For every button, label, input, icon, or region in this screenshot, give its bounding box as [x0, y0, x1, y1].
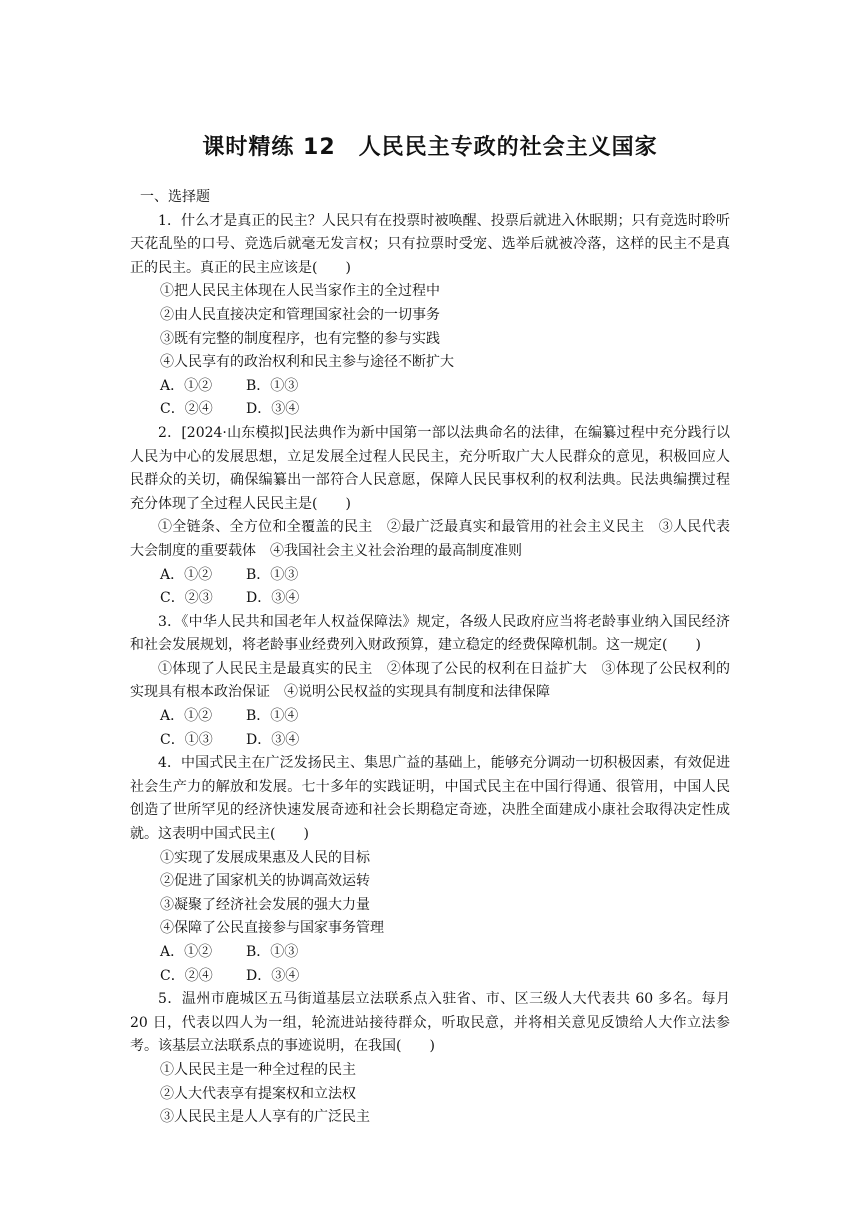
question-4-option-b: B．①③: [246, 944, 299, 960]
question-4-item-3: ③凝聚了经济社会发展的强大力量: [160, 896, 370, 913]
question-1-option-d: D．③④: [246, 401, 300, 418]
question-5-item-3: ③人民民主是人人享有的广泛民主: [160, 1109, 370, 1126]
question-5-item-1: ①人民民主是一种全过程的民主: [160, 1061, 356, 1078]
question-2-items: ①全链条、全方位和全覆盖的民主 ②最广泛最真实和最管用的社会主义民主 ③人民代表大会制度的重要载体 ④我国社会主义社会治理的最高制度准则: [130, 519, 730, 559]
question-2-stem: 2．[2024·山东模拟]民法典作为新中国第一部以法典命名的法律，在编纂过程中充分践行以人民为中心的发展思想，立足发展全过程人民民主，充分听取广大人民群众的意见，积极回应人民群众的关切，确保编纂出一部符合人民意愿，保障人民民事权利的权利法典。民法典编撰过程充分体现了全过程人民民主是( ): [130, 424, 730, 512]
question-4-item-2: ②促进了国家机关的协调高效运转: [160, 873, 370, 890]
question-3-options-row-1: [130, 705, 730, 729]
question-1-option-b: B．①③: [246, 377, 299, 394]
question-3-option-d: D．③④: [246, 731, 300, 748]
question-4-options-row-1: [130, 941, 730, 965]
question-1-options-row-1: [130, 375, 730, 399]
exercise-content: [130, 186, 730, 1130]
question-3-options-row-2: [130, 729, 730, 753]
question-2-option-d: D．③④: [246, 590, 300, 607]
question-1-item-2: ②由人民直接决定和管理国家社会的一切事务: [160, 306, 440, 323]
question-3-items: ①体现了人民民主是最真实的民主 ②体现了公民的权利在日益扩大 ③体现了公民权利的实现具有根本政治保证 ④说明公民权益的实现具有制度和法律保障: [130, 660, 730, 701]
question-2-option-c: C．②③: [160, 590, 213, 607]
question-4-stem: 4．中国式民主在广泛发扬民主、集思广益的基础上，能够充分调动一切积极因素，有效促进社会生产力的解放和发展。七十多年的实践证明，中国式民主在中国行得通、很管用，中国人民创造了世所罕见的经济快速发展奇迹和社会长期稳定奇迹，决胜全面建成小康社会取得决定性成就。这表明中国式民主( ): [130, 755, 730, 843]
question-3-option-b: B．①④: [246, 708, 299, 725]
question-4-option-c: C．②④: [160, 967, 213, 984]
question-1-item-1: ①把人民民主体现在人民当家作主的全过程中: [160, 283, 440, 300]
question-2-option-a: A．①②: [160, 566, 213, 583]
question-2-options-row-2: [130, 587, 730, 611]
question-3-option-c: C．①③: [160, 731, 213, 748]
question-2-options-row-1: [130, 564, 730, 588]
question-4-options-row-2: [130, 965, 730, 989]
page-title: 课时精练 12 人民民主专政的社会主义国家: [202, 135, 658, 160]
question-1-item-3: ③既有完整的制度程序，也有完整的参与实践: [160, 330, 440, 347]
question-2-option-b: B．①③: [246, 566, 299, 583]
question-4-item-1: ①实现了发展成果惠及人民的目标: [160, 849, 370, 866]
question-1-stem: 1．什么才是真正的民主？人民只有在投票时被唤醒、投票后就进入休眠期；只有竞选时聆听天花乱坠的口号、竞选后就毫无发言权；只有拉票时受宠、选举后就被冷落，这样的民主不是真正的民主。真正的民主应该是( ): [130, 212, 730, 276]
question-4-option-a: A．①②: [160, 944, 213, 960]
question-1-item-4: ④人民享有的政治权利和民主参与途径不断扩大: [160, 354, 454, 371]
question-3-stem: 3．《中华人民共和国老年人权益保障法》规定，各级人民政府应当将老龄事业纳入国民经济和社会发展规划，将老龄事业经费列入财政预算，建立稳定的经费保障机制。这一规定( ): [130, 613, 730, 654]
question-4-option-d: D．③④: [246, 967, 300, 984]
question-4-item-4: ④保障了公民直接参与国家事务管理: [160, 920, 384, 937]
question-1-option-c: C．②④: [160, 401, 213, 418]
question-5-stem: 5．温州市鹿城区五马街道基层立法联系点入驻省、市、区三级人大代表共 60 多名。每月 20 日，代表以四人为一组，轮流进站接待群众，听取民意，并将相关意见反馈给人大作立法参考。该基层立法联系点的事迹说明，在我国( ): [130, 991, 730, 1055]
question-3-option-a: A．①②: [160, 708, 213, 725]
question-1-option-a: A．①②: [160, 377, 213, 394]
section-heading: 一、选择题: [140, 189, 210, 205]
question-1-options-row-2: [130, 398, 730, 422]
question-5-item-2: ②人大代表享有提案权和立法权: [160, 1085, 356, 1102]
